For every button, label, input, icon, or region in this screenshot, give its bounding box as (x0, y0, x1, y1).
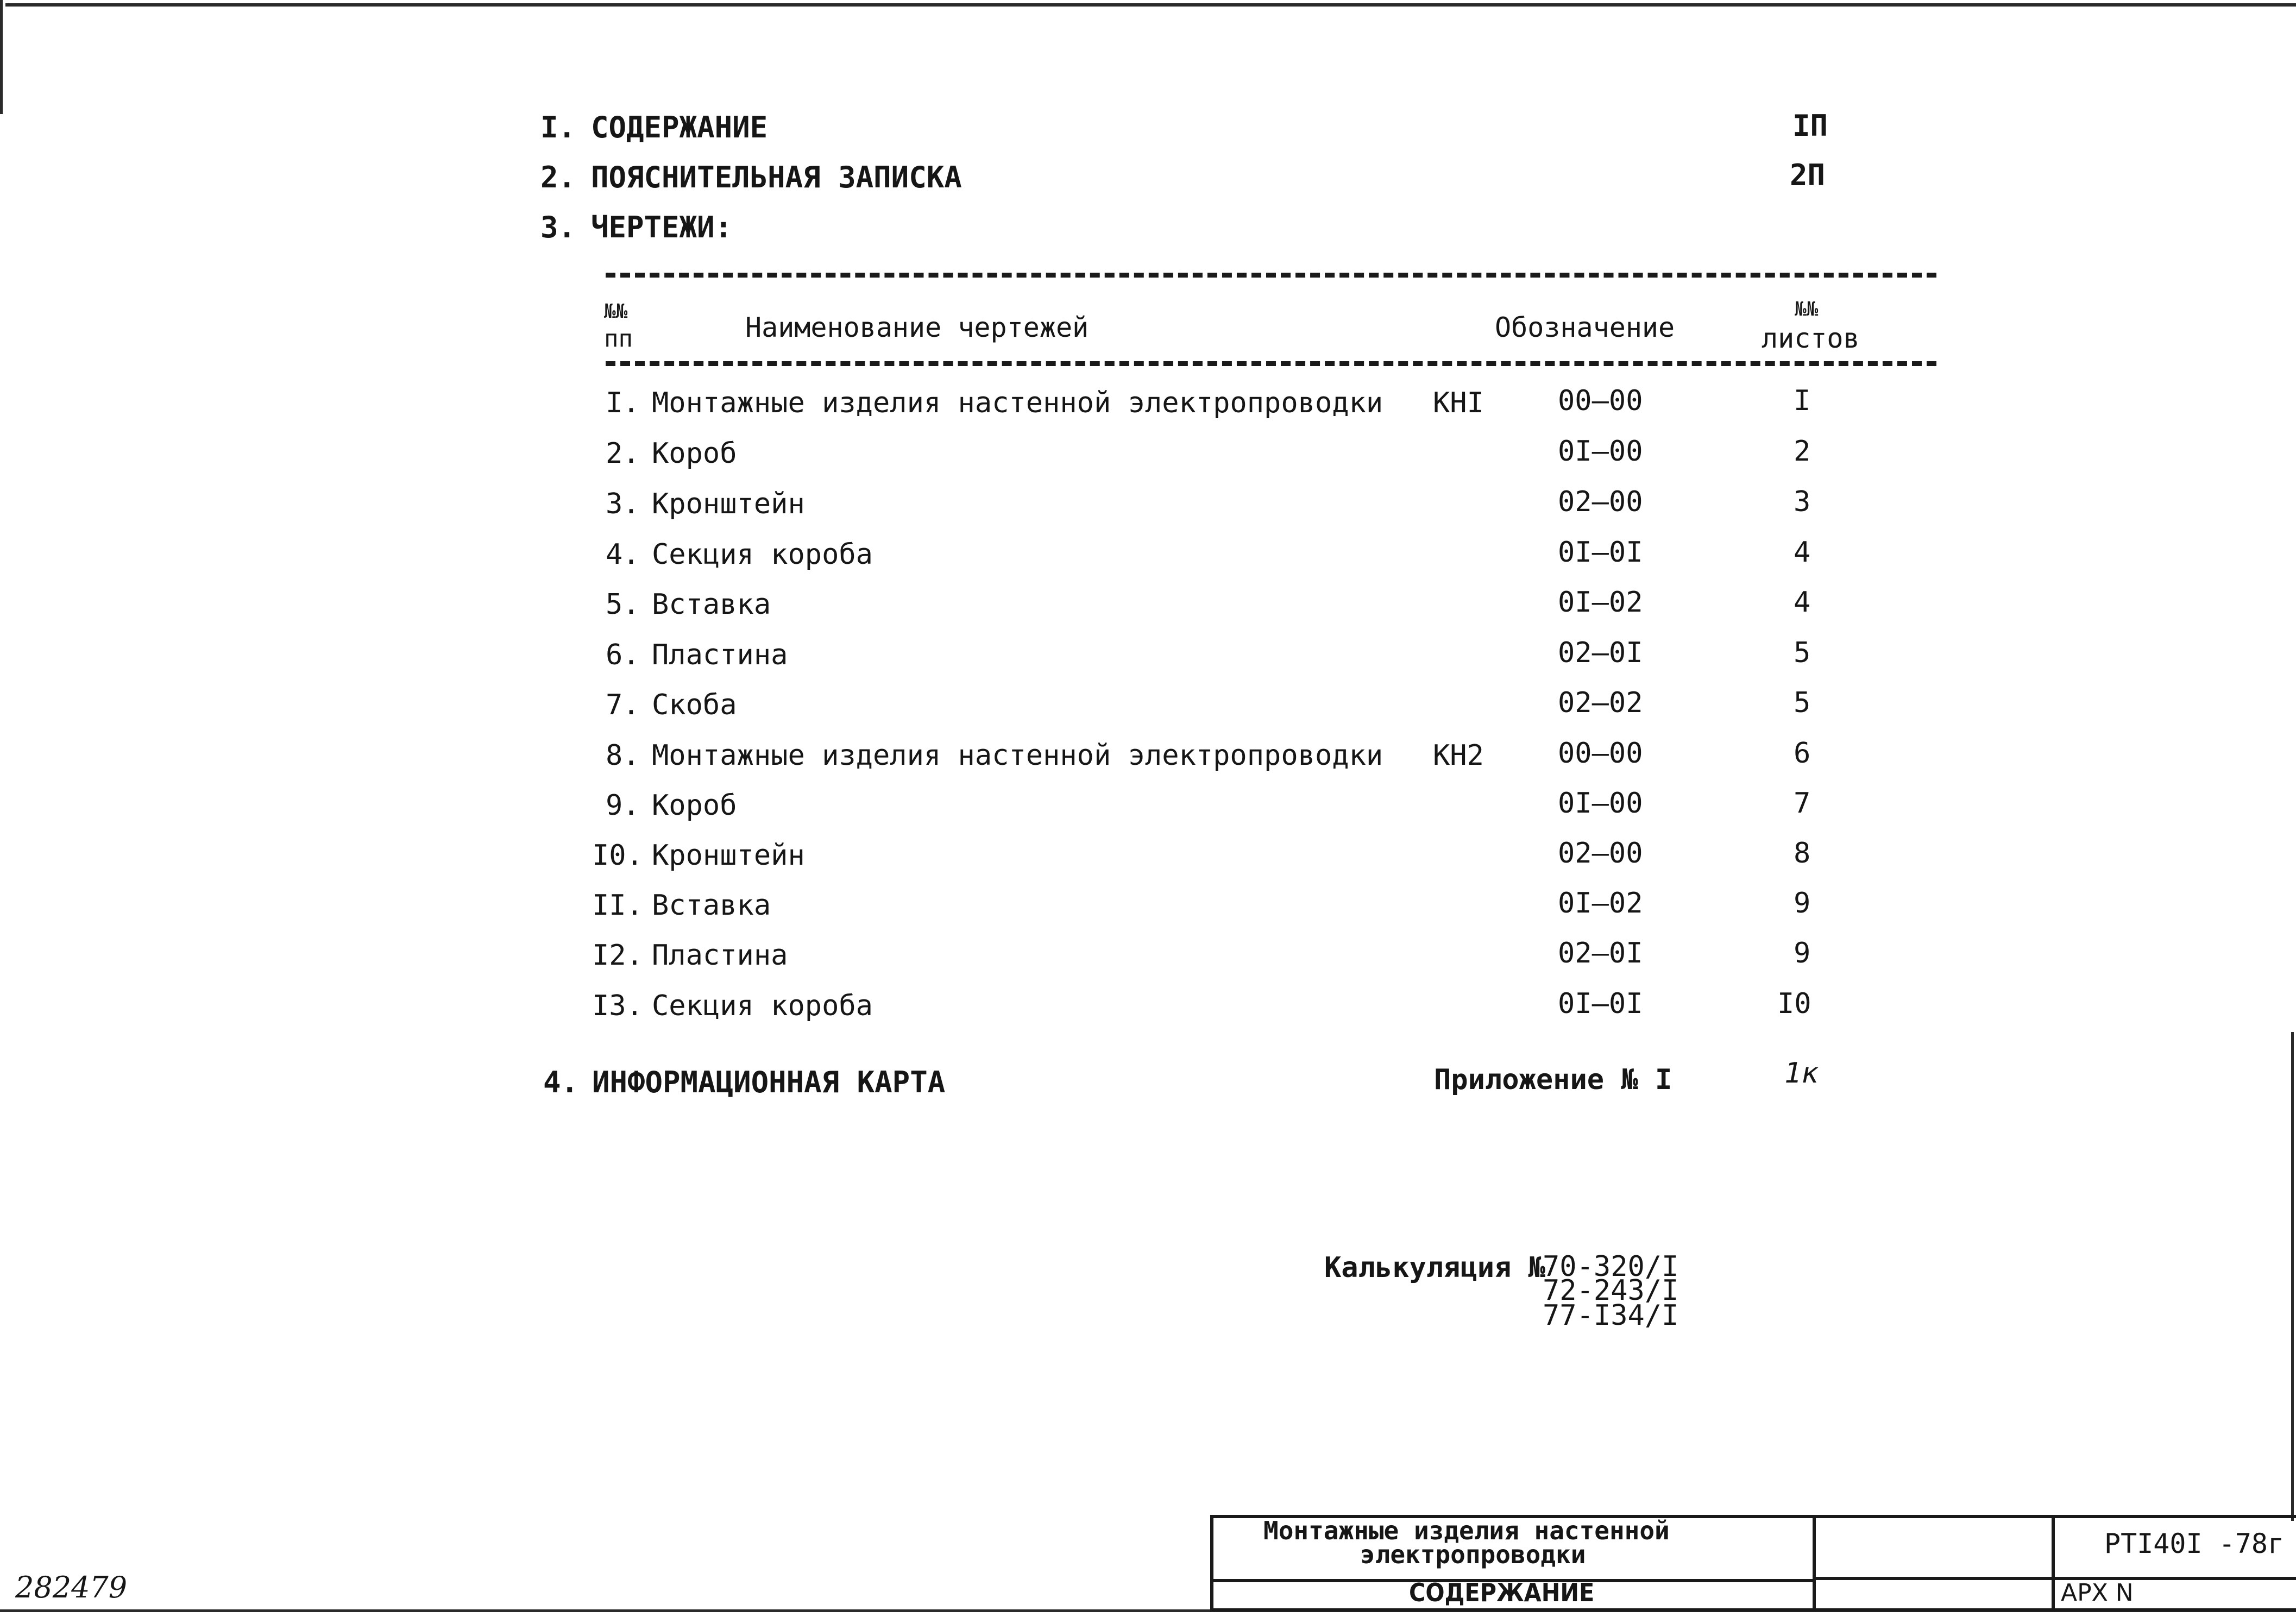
title-block-divider (1813, 1518, 1816, 1608)
header-sheets-line2: листов (1762, 323, 1860, 354)
row-number: 5. (606, 588, 640, 621)
row-number: 3. (606, 488, 640, 520)
row-name: Вставка (652, 588, 771, 621)
row-number: 6. (606, 639, 640, 671)
row-sheet: 2 (1794, 435, 1811, 468)
row-designation: 02–02 (1558, 687, 1643, 719)
section-number: 2. (540, 160, 576, 194)
row-code: КН2 (1433, 739, 1484, 772)
row-designation: 00–00 (1558, 385, 1643, 417)
row-name: Скоба (652, 689, 737, 721)
section-title: ПОЯСНИТЕЛЬНАЯ ЗАПИСКА (591, 160, 962, 194)
row-name: Короб (652, 437, 737, 470)
section-number: 3. (540, 210, 576, 244)
row-sheet: 8 (1794, 837, 1811, 870)
header-designation: Обозначение (1495, 312, 1675, 343)
row-number: 9. (606, 789, 640, 822)
row-name: Пластина (652, 939, 788, 972)
section-title: ЧЕРТЕЖИ: (591, 210, 733, 244)
header-sheets-line1: №№ (1795, 298, 1819, 320)
title-block-subtitle: СОДЕРЖАНИЕ (1409, 1578, 1595, 1607)
row-designation: 0I–00 (1558, 787, 1643, 820)
calculation-number: 77-I34/I (1543, 1299, 1679, 1332)
appendix-reference: Приложение № I (1434, 1064, 1672, 1096)
row-code: КНI (1433, 387, 1484, 419)
section-title: СОДЕРЖАНИЕ (591, 110, 768, 144)
row-sheet: 7 (1794, 787, 1811, 820)
title-block-divider (2052, 1518, 2055, 1608)
title-block-title-line2: электропроводки (1360, 1540, 1586, 1569)
row-number: I0. (592, 839, 643, 872)
section-number: I. (540, 110, 576, 144)
row-designation: 0I–00 (1558, 435, 1643, 468)
calculation-number: 70-320/I (1543, 1250, 1679, 1283)
row-name: Кронштейн (652, 839, 805, 872)
row-number: 7. (606, 689, 640, 721)
section-page: IП (1792, 109, 1828, 143)
row-name: Монтажные изделия настенной электропроводки (652, 739, 1383, 772)
row-name: Пластина (652, 639, 788, 671)
row-sheet: 4 (1794, 536, 1811, 569)
section-page: 2П (1790, 158, 1826, 192)
row-designation: 0I–0I (1558, 987, 1643, 1020)
row-designation: 0I–02 (1558, 586, 1643, 619)
row-name: Вставка (652, 889, 771, 922)
row-number: 4. (606, 538, 640, 571)
row-sheet: 3 (1794, 486, 1811, 518)
page-border-right (2291, 1032, 2294, 1521)
row-number: 2. (606, 437, 640, 470)
row-sheet: I (1794, 385, 1811, 417)
row-number: II. (592, 889, 643, 922)
document-code: РТI40I -78г (2104, 1528, 2285, 1559)
row-designation: 0I–02 (1558, 887, 1643, 920)
row-sheet: 4 (1794, 586, 1811, 619)
calculation-number: 72-243/I (1543, 1274, 1679, 1307)
row-sheet: 5 (1794, 637, 1811, 669)
row-designation: 00–00 (1558, 737, 1643, 770)
row-name: Монтажные изделия настенной электропроводки (652, 387, 1383, 419)
row-sheet: 6 (1794, 737, 1811, 770)
row-number: I. (606, 387, 640, 419)
calculation-label: Калькуляция № (1324, 1251, 1545, 1284)
row-sheet: 9 (1794, 887, 1811, 920)
row-designation: 02–00 (1558, 486, 1643, 518)
row-name: Кронштейн (652, 488, 805, 520)
row-number: 8. (606, 739, 640, 772)
row-sheet: I0 (1777, 987, 1811, 1020)
header-num-line1: №№ (604, 300, 628, 323)
header-num-line2: пп (604, 325, 633, 353)
row-number: I2. (592, 939, 643, 972)
row-designation: 02–00 (1558, 837, 1643, 870)
title-block-title-line1: Монтажные изделия настенной (1263, 1516, 1670, 1545)
section-title: ИНФОРМАЦИОННАЯ КАРТА (592, 1065, 946, 1099)
archive-number: 282479 (15, 1570, 128, 1605)
row-name: Короб (652, 789, 737, 822)
title-block (1210, 1515, 2296, 1612)
row-designation: 02–0I (1558, 937, 1643, 970)
table-header-rule (606, 361, 1936, 366)
page-border-left (0, 0, 3, 114)
section-number: 4. (543, 1065, 579, 1099)
table-top-rule (606, 273, 1936, 278)
archive-label: АРХ N (2061, 1579, 2134, 1607)
row-sheet: 9 (1794, 937, 1811, 970)
header-drawing-name: Наименование чертежей (745, 312, 1089, 343)
row-designation: 02–0I (1558, 637, 1643, 669)
title-block-row-divider (1813, 1577, 2296, 1580)
section-page: 1к (1784, 1057, 1819, 1090)
row-name: Секция короба (652, 538, 873, 571)
row-designation: 0I–0I (1558, 536, 1643, 569)
row-name: Секция короба (652, 990, 873, 1022)
page-border-top (5, 3, 2296, 7)
row-sheet: 5 (1794, 687, 1811, 719)
row-number: I3. (592, 990, 643, 1022)
